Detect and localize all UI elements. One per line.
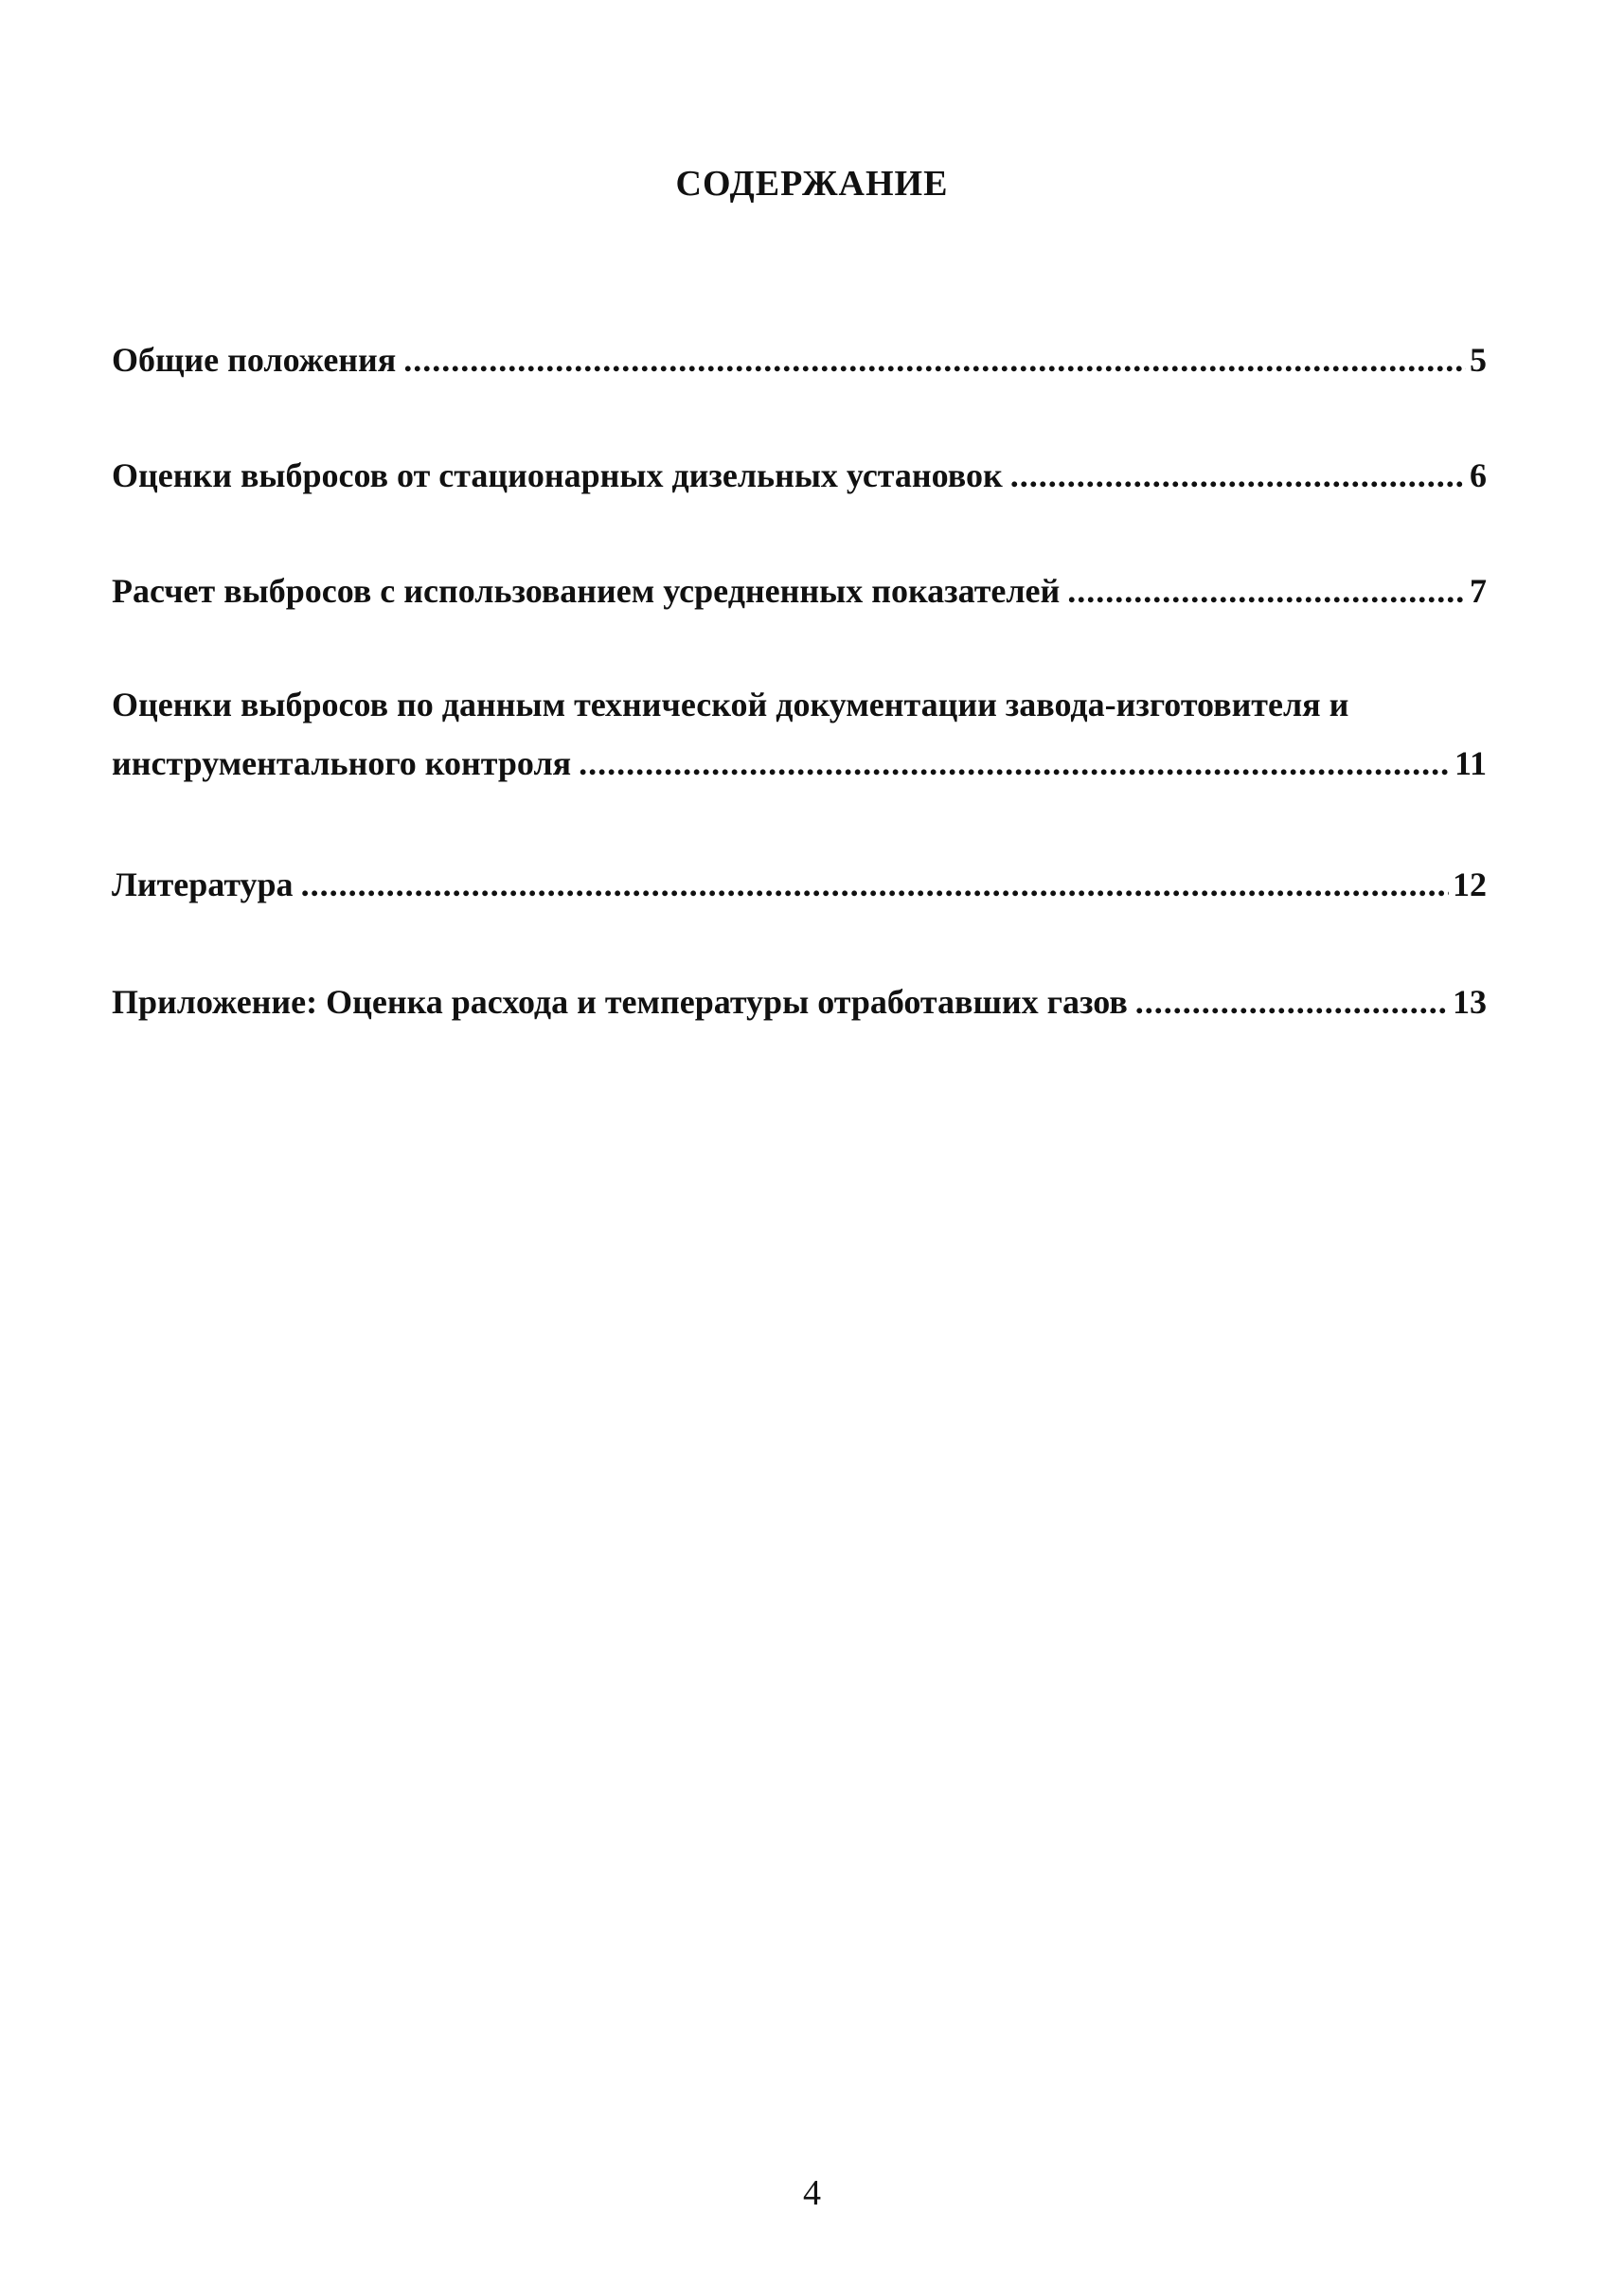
toc-entry-page: 13 (1453, 983, 1487, 1021)
toc-entry-general[interactable] (112, 339, 1487, 381)
toc-entry-text: Литература (112, 866, 294, 903)
toc-entry-diesel-emissions[interactable] (112, 455, 1487, 496)
toc-entry-page: 5 (1470, 341, 1487, 379)
toc-entry-manufacturer-docs[interactable] (112, 684, 1487, 784)
toc-title: СОДЕРЖАНИЕ (675, 164, 949, 204)
page-number: 4 (803, 2173, 821, 2213)
toc-entry-average-indicators[interactable] (112, 570, 1487, 612)
toc-leader-dots (301, 864, 1449, 905)
toc-entry-text: инструментального контроля (112, 744, 572, 782)
toc-entry-text: Расчет выбросов с использованием усредненных показателей (112, 572, 1061, 610)
toc-entry-page: 6 (1470, 456, 1487, 494)
toc-leader-dots (1010, 455, 1466, 496)
toc-entry-text-line1: Оценки выбросов по данным технической документации завода-изготовителя и (112, 686, 1349, 723)
toc-leader-dots (403, 339, 1466, 381)
toc-leader-dots (1067, 570, 1466, 612)
toc-entry-text: Оценки выбросов от стационарных дизельных установок (112, 456, 1003, 494)
toc-entry-page: 12 (1453, 866, 1487, 903)
toc-entry-page: 7 (1470, 572, 1487, 610)
toc-leader-dots (1135, 981, 1449, 1023)
toc-entry-text: Общие положения (112, 341, 397, 379)
toc-entry-appendix[interactable] (112, 981, 1487, 1023)
toc-entry-literature[interactable] (112, 864, 1487, 905)
toc-leader-dots (579, 742, 1451, 784)
toc-entry-text: Приложение: Оценка расхода и температуры отработавших газов (112, 983, 1128, 1021)
toc-entry-page: 11 (1454, 744, 1487, 782)
